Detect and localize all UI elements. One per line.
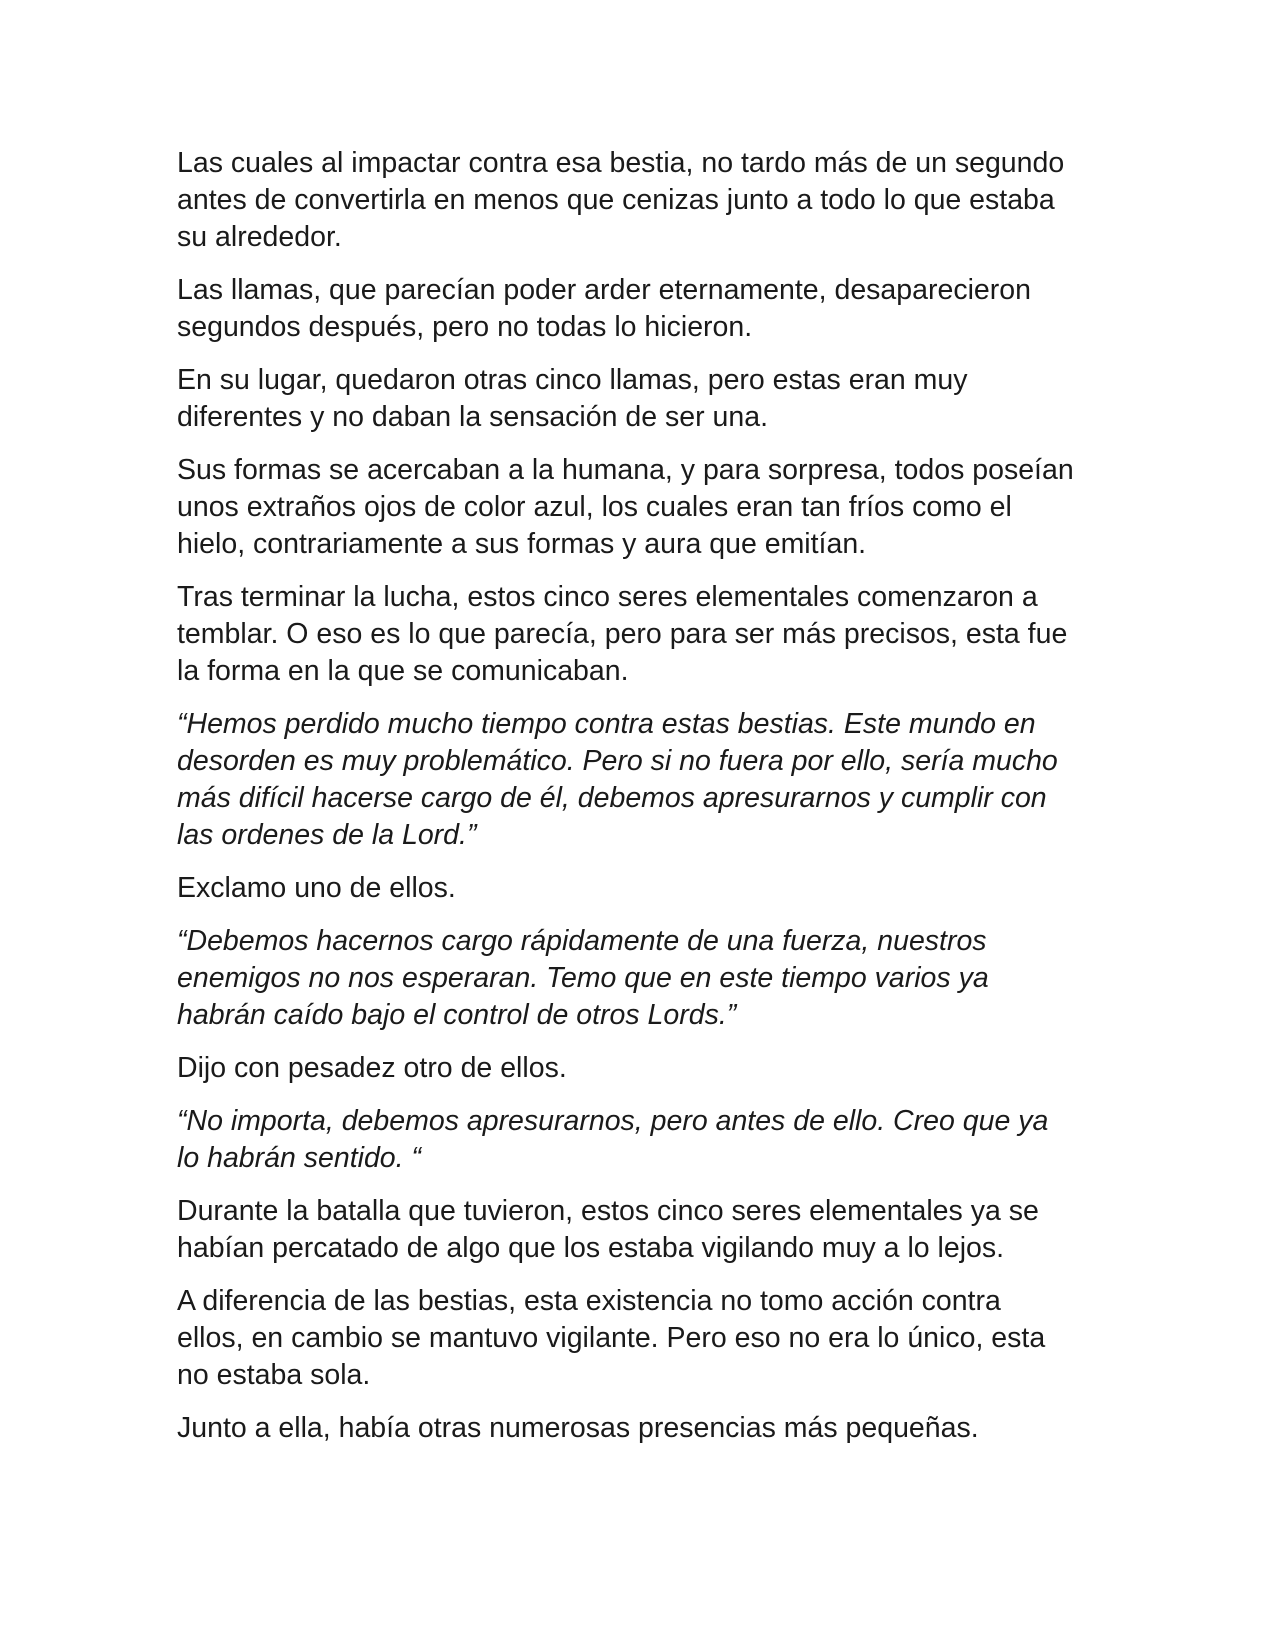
text-line: las ordenes de la Lord.” xyxy=(177,819,477,851)
narrative-paragraph xyxy=(177,362,1107,436)
text-line: Junto a ella, había otras numerosas presencias más pequeñas. xyxy=(177,1412,979,1444)
text-line: Durante la batalla que tuvieron, estos cinco seres elementales ya se xyxy=(177,1195,1039,1227)
text-line: segundos después, pero no todas lo hicieron. xyxy=(177,311,753,343)
text-line: Las cuales al impactar contra esa bestia, no tardo más de un segundo xyxy=(177,147,1065,179)
text-line: más difícil hacerse cargo de él, debemos apresurarnos y cumplir con xyxy=(177,782,1047,814)
text-line: “Debemos hacernos cargo rápidamente de una fuerza, nuestros xyxy=(177,925,987,957)
text-line: diferentes y no daban la sensación de ser una. xyxy=(177,401,768,433)
text-line: unos extraños ojos de color azul, los cuales eran tan fríos como el xyxy=(177,491,1012,523)
text-line: “Hemos perdido mucho tiempo contra estas bestias. Este mundo en xyxy=(177,708,1036,740)
dialogue-paragraph xyxy=(177,923,1107,1034)
text-line: Las llamas, que parecían poder arder eternamente, desaparecieron xyxy=(177,274,1031,306)
text-line: “No importa, debemos apresurarnos, pero antes de ello. Creo que ya xyxy=(177,1105,1049,1137)
text-line: la forma en la que se comunicaban. xyxy=(177,655,629,687)
text-line: enemigos no nos esperaran. Temo que en este tiempo varios ya xyxy=(177,962,989,994)
text-line: no estaba sola. xyxy=(177,1359,371,1391)
narrative-paragraph xyxy=(177,452,1107,563)
dialogue-paragraph xyxy=(177,1103,1107,1177)
narrative-paragraph xyxy=(177,1410,1107,1447)
text-line: habían percatado de algo que los estaba vigilando muy a lo lejos. xyxy=(177,1232,1005,1264)
text-line: hielo, contrariamente a sus formas y aura que emitían. xyxy=(177,528,867,560)
text-line: antes de convertirla en menos que cenizas junto a todo lo que estaba xyxy=(177,184,1055,216)
narrative-paragraph xyxy=(177,1283,1107,1394)
text-line: Dijo con pesadez otro de ellos. xyxy=(177,1052,567,1084)
narrative-paragraph xyxy=(177,1193,1107,1267)
dialogue-paragraph xyxy=(177,706,1107,854)
text-line: Tras terminar la lucha, estos cinco seres elementales comenzaron a xyxy=(177,581,1038,613)
text-line: su alrededor. xyxy=(177,221,342,253)
text-line: Exclamo uno de ellos. xyxy=(177,872,456,904)
text-line: En su lugar, quedaron otras cinco llamas, pero estas eran muy xyxy=(177,364,968,396)
narrative-paragraph xyxy=(177,1050,1107,1087)
text-line: Sus formas se acercaban a la humana, y para sorpresa, todos poseían xyxy=(177,454,1074,486)
narrative-paragraph xyxy=(177,145,1107,256)
text-line: temblar. O eso es lo que parecía, pero para ser más precisos, esta fue xyxy=(177,618,1068,650)
body-text xyxy=(177,145,1107,1463)
text-line: lo habrán sentido. “ xyxy=(177,1142,421,1174)
text-line: A diferencia de las bestias, esta existencia no tomo acción contra xyxy=(177,1285,1001,1317)
text-line: ellos, en cambio se mantuvo vigilante. Pero eso no era lo único, esta xyxy=(177,1322,1046,1354)
narrative-paragraph xyxy=(177,272,1107,346)
text-line: habrán caído bajo el control de otros Lords.” xyxy=(177,999,737,1031)
narrative-paragraph xyxy=(177,579,1107,690)
text-line: desorden es muy problemático. Pero si no fuera por ello, sería mucho xyxy=(177,745,1058,777)
narrative-paragraph xyxy=(177,870,1107,907)
